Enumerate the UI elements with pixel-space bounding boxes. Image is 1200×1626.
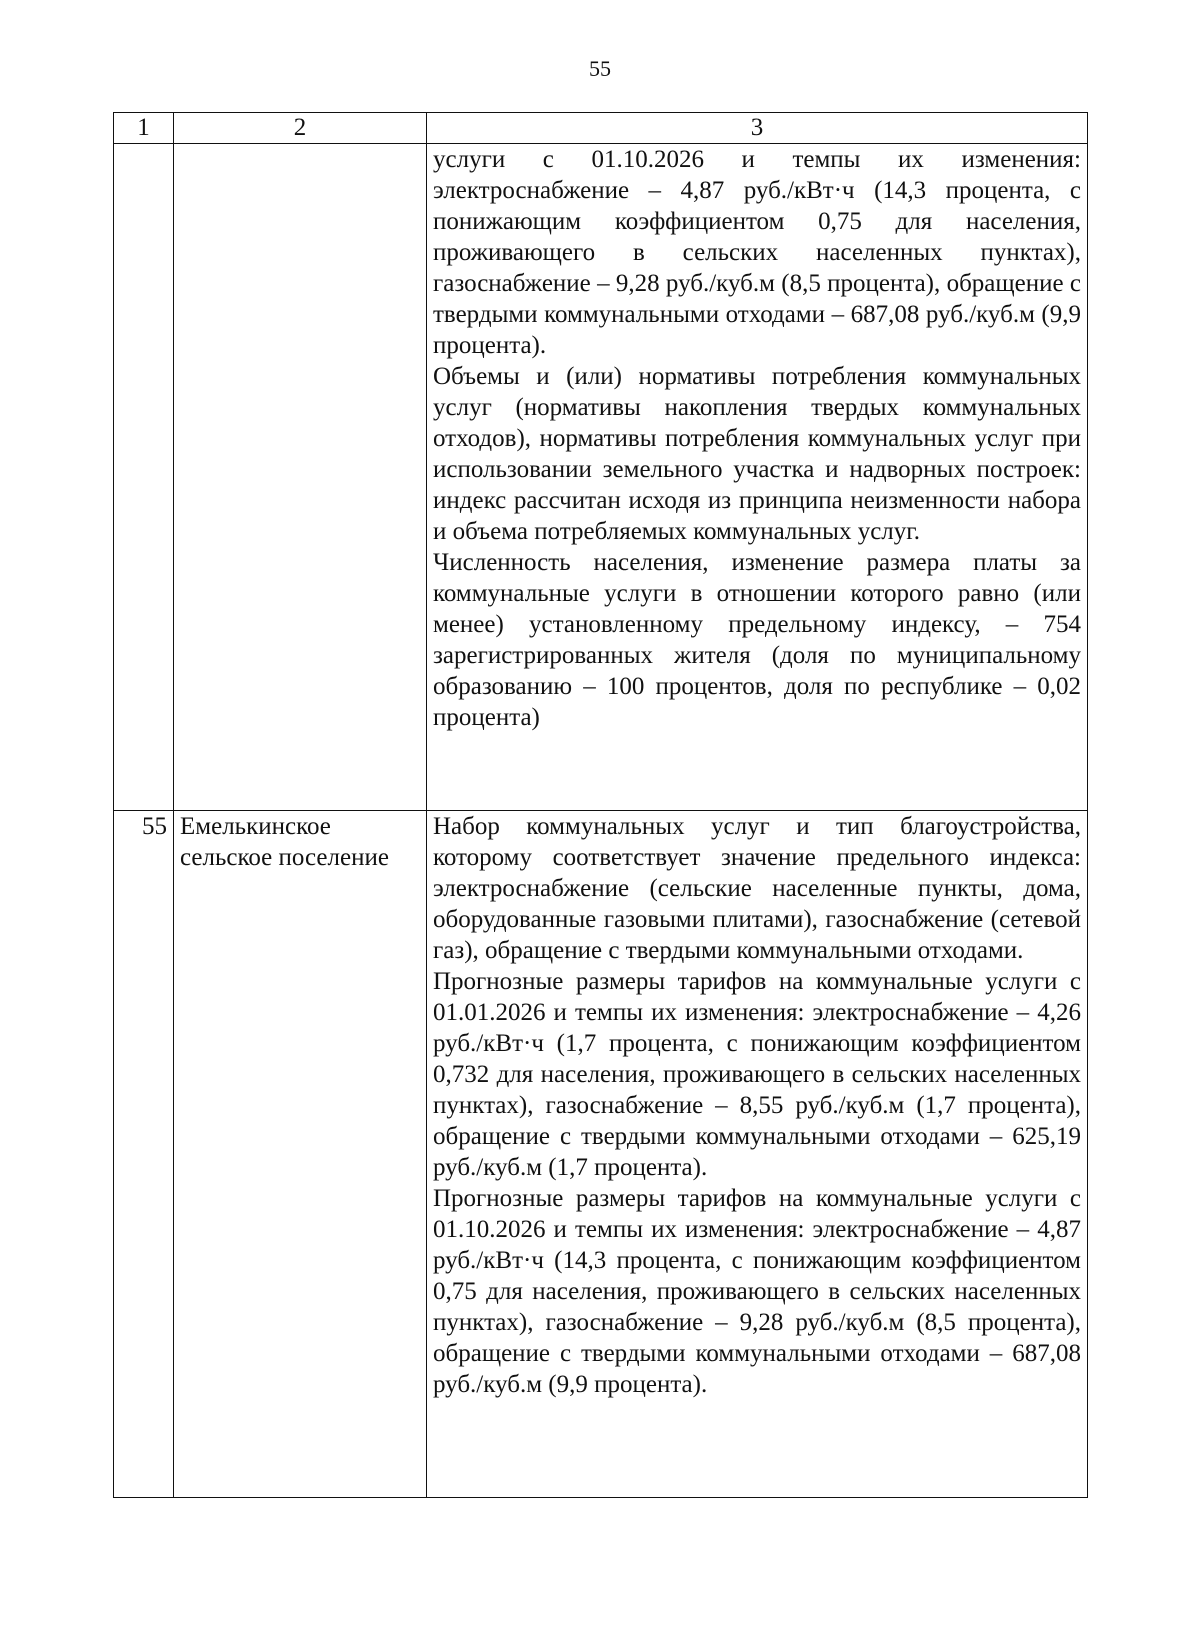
header-col-3: 3 bbox=[427, 113, 1088, 144]
settlement-name bbox=[174, 144, 427, 811]
row-content bbox=[427, 144, 1088, 811]
row-number bbox=[114, 144, 174, 811]
settlement-name: Емелькинское сельское поселение bbox=[174, 811, 427, 1498]
paragraph: Прогнозные размеры тарифов на коммунальные услуги с 01.10.2026 и темпы их изменения: электроснабжение – 4,87 руб./кВт·ч (14,3 процента, с понижающим коэффициентом 0,75 для населения, проживающего в сельских населенных пунктах), газоснабжение – 9,28 руб./куб.м (8,5 процента), обращение с твердыми коммунальными отходами – 687,08 руб./куб.м (9,9 процента). bbox=[433, 1185, 1081, 1398]
header-col-1: 1 bbox=[114, 113, 174, 144]
paragraph: услуги с 01.10.2026 и темпы их изменения: электроснабжение – 4,87 руб./кВт·ч (14,3 процента, с понижающим коэффициентом 0,75 для населения, проживающего в сельских населенных пунктах), газоснабжение – 9,28 руб./куб.м (8,5 процента), обращение с твердыми коммунальными отходами – 687,08 руб./куб.м (9,9 процента). bbox=[433, 146, 1081, 359]
page-number: 55 bbox=[589, 56, 611, 81]
paragraph: Прогнозные размеры тарифов на коммунальные услуги с 01.01.2026 и темпы их изменения: электроснабжение – 4,26 руб./кВт·ч (1,7 процента, с понижающим коэффициентом 0,732 для населения, проживающего в сельских населенных пунктах), газоснабжение – 8,55 руб./куб.м (1,7 процента), обращение с твердыми коммунальными отходами – 625,19 руб./куб.м (1,7 процента). bbox=[433, 968, 1081, 1181]
paragraph: Набор коммунальных услуг и тип благоустройства, которому соответствует значение предельного индекса: электроснабжение (сельские населенные пункты, дома, оборудованные газовыми плитами), газоснабжение (сетевой газ), обращение с твердыми коммунальными отходами. bbox=[433, 813, 1081, 964]
paragraph: Численность населения, изменение размера платы за коммунальные услуги в отношении которого равно (или менее) установленному предельному индексу, – 754 зарегистрированных жителя (доля по муниципальному образованию – 100 процентов, доля по республике – 0,02 процента) bbox=[433, 549, 1081, 731]
paragraph: Объемы и (или) нормативы потребления коммунальных услуг (нормативы накопления твердых коммунальных отходов), нормативы потребления коммунальных услуг при использовании земельного участка и надворных построек: индекс рассчитан исходя из принципа неизменности набора и объема потребляемых коммунальных услуг. bbox=[433, 363, 1081, 545]
row-number: 55 bbox=[114, 811, 174, 1498]
table-row bbox=[114, 144, 1088, 811]
tariff-table bbox=[113, 112, 1088, 1498]
header-col-2: 2 bbox=[174, 113, 427, 144]
row-content bbox=[427, 811, 1088, 1498]
table-header-row bbox=[114, 113, 1088, 144]
table-row bbox=[114, 811, 1088, 1498]
